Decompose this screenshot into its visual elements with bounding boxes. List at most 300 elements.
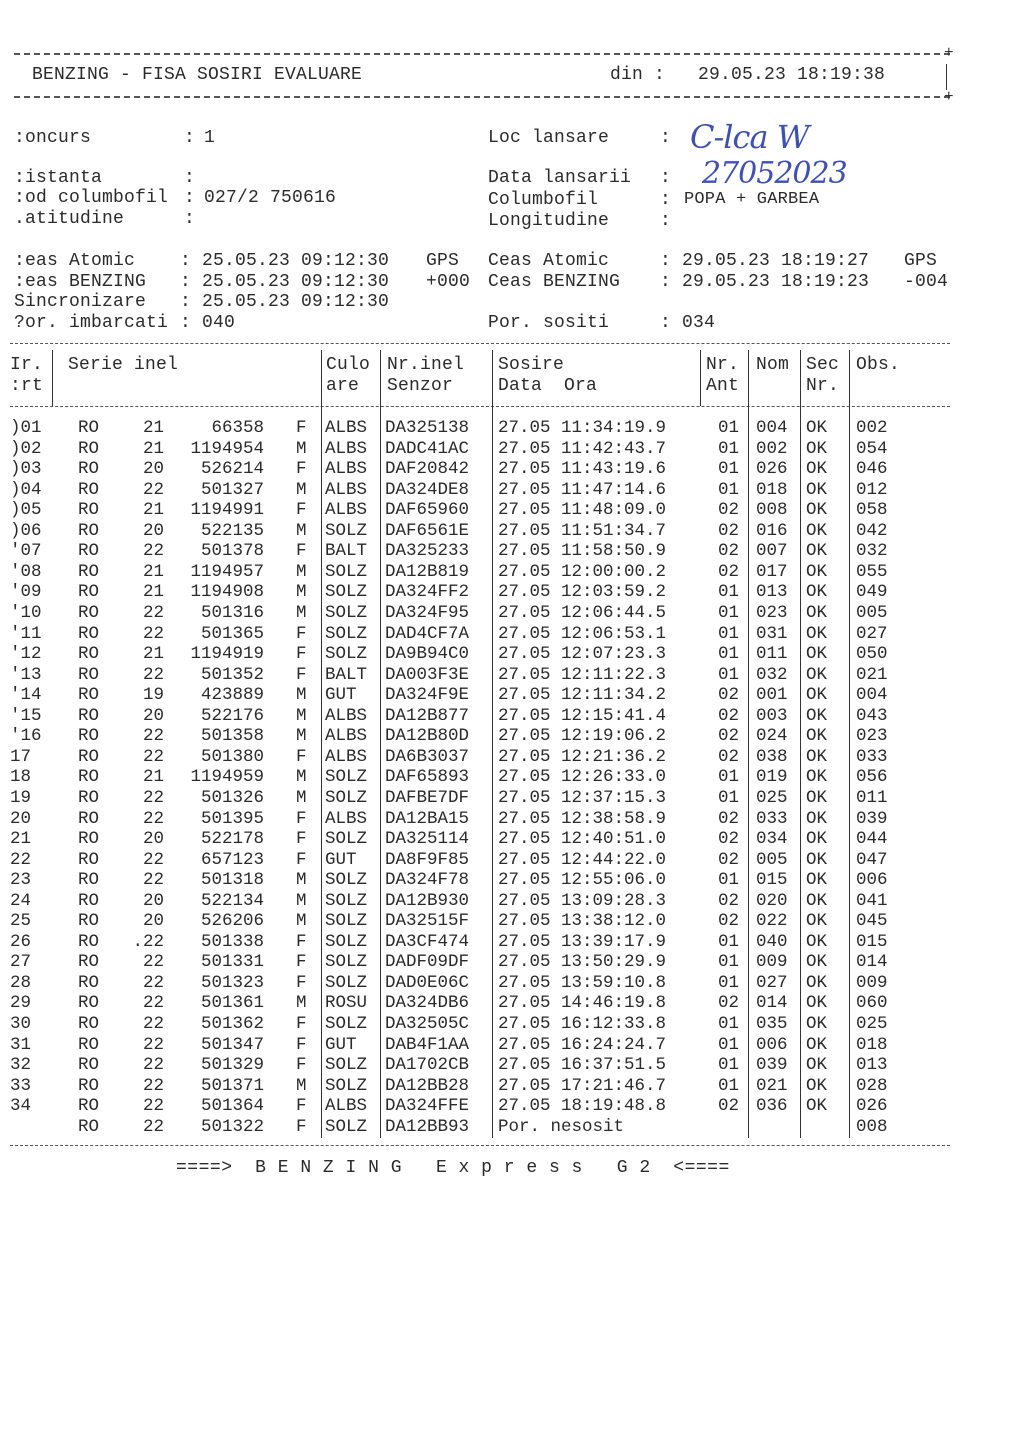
cell-ant: 01 <box>718 952 740 973</box>
cell-arrival: 27.05 12:37:15.3 <box>498 787 667 808</box>
cell-nr: )05 <box>10 500 42 521</box>
cell-sensor: DA324FFE <box>385 1096 470 1117</box>
cell-sex: F <box>296 808 307 829</box>
cell-sensor: DA324FF2 <box>385 582 470 603</box>
cell-sec: OK <box>806 541 828 562</box>
cell-country: RO <box>78 520 100 541</box>
cell-ant: 01 <box>718 972 740 993</box>
info-value: 027/2 750616 <box>204 188 337 208</box>
cell-nom: 007 <box>756 541 788 562</box>
cell-nr: '14 <box>10 685 42 706</box>
table-header-rule <box>10 406 950 407</box>
cell-obs: 008 <box>856 1116 888 1137</box>
cell-country: RO <box>78 1096 100 1117</box>
cell-ring: 1194919 <box>190 644 264 664</box>
table-row <box>0 1035 960 1056</box>
cell-arrival: 27.05 12:40:51.0 <box>498 829 667 849</box>
cell-sensor: DA12B877 <box>385 705 470 726</box>
cell-color: SOLZ <box>325 1116 368 1137</box>
cell-arrival: 27.05 12:55:06.0 <box>498 870 667 891</box>
cell-nom: 008 <box>756 500 788 521</box>
cell-year: 22 <box>142 1055 164 1076</box>
cell-nr: 29 <box>10 993 32 1014</box>
cell-sensor: DA325138 <box>385 418 470 438</box>
clock-suffix: GPS <box>904 251 938 271</box>
cell-nr: 26 <box>10 931 32 952</box>
cell-nr: '11 <box>10 623 42 644</box>
cell-obs: 004 <box>856 685 888 706</box>
cell-ant: 02 <box>718 993 740 1014</box>
cell-sec: OK <box>806 520 828 541</box>
col-divider <box>700 350 701 406</box>
table-row <box>0 993 960 1014</box>
cell-ring: 501378 <box>200 541 264 562</box>
cell-nr: 27 <box>10 952 32 973</box>
table-row <box>0 439 960 460</box>
cell-color: ALBS <box>325 500 368 521</box>
cell-ant: 01 <box>718 767 740 788</box>
cell-country: RO <box>78 993 100 1014</box>
cell-year: 20 <box>142 520 164 541</box>
cell-arrival: 27.05 16:24:24.7 <box>498 1034 667 1055</box>
cell-sec: OK <box>806 418 828 438</box>
cell-obs: 028 <box>856 1075 888 1096</box>
header-nrinel-2: Senzor <box>387 376 454 396</box>
handwritten-location: C-lca W <box>690 118 809 156</box>
cell-year: 22 <box>142 746 164 767</box>
cell-sensor: DAB4F1AA <box>385 1034 470 1055</box>
info-sep: : <box>660 168 672 188</box>
cell-sensor: DA32515F <box>385 911 470 932</box>
cell-nom: 031 <box>756 623 788 644</box>
info-label: :oncurs <box>14 128 92 148</box>
cell-nr: 28 <box>10 972 32 993</box>
cell-sex: F <box>296 644 307 664</box>
cell-nr: 22 <box>10 849 32 870</box>
table-row <box>0 603 960 624</box>
cell-arrival: 27.05 18:19:48.8 <box>498 1096 667 1117</box>
cell-year: 20 <box>142 829 164 849</box>
cell-color: ALBS <box>325 418 368 438</box>
cell-year: 21 <box>142 438 164 459</box>
info-label: :istanta <box>14 168 103 188</box>
table-row <box>0 911 960 932</box>
info-sep: : <box>184 209 196 229</box>
cell-sex: F <box>296 829 307 849</box>
cell-arrival: 27.05 12:07:23.3 <box>498 644 667 664</box>
report-date-label: din : <box>610 65 666 85</box>
cell-sex: F <box>296 418 307 438</box>
cell-year: 22 <box>142 1034 164 1055</box>
cell-obs: 043 <box>856 705 888 726</box>
cell-obs: 002 <box>856 418 888 438</box>
clock-label: ?or. imbarcati <box>14 313 169 333</box>
cell-arrival: 27.05 12:21:36.2 <box>498 746 667 767</box>
cell-sec: OK <box>806 705 828 726</box>
cell-nom: 036 <box>756 1096 788 1117</box>
cell-obs: 026 <box>856 1096 888 1117</box>
cell-ant: 01 <box>718 479 740 500</box>
header-nrinel-1: Nr.inel <box>387 355 465 375</box>
cell-sec: OK <box>806 952 828 973</box>
table-row <box>0 562 960 583</box>
table-row <box>0 665 960 686</box>
cell-color: SOLZ <box>325 931 368 952</box>
cell-ring: 501318 <box>200 870 264 891</box>
table-row <box>0 480 960 501</box>
cell-color: GUT <box>325 849 357 870</box>
cell-color: SOLZ <box>325 561 368 582</box>
cell-sec: OK <box>806 808 828 829</box>
cell-nom: 033 <box>756 808 788 829</box>
clock-label: Por. sositi <box>488 313 610 333</box>
cell-ant: 01 <box>718 1034 740 1055</box>
cell-year: 21 <box>142 561 164 582</box>
info-value: POPA + GARBEA <box>684 190 820 209</box>
cell-sec: OK <box>806 726 828 747</box>
cell-nom: 017 <box>756 561 788 582</box>
cell-ring: 501326 <box>200 787 264 808</box>
cell-sensor: DA324F95 <box>385 603 470 623</box>
cell-sec: OK <box>806 746 828 767</box>
cell-arrival: 27.05 12:03:59.2 <box>498 582 667 603</box>
cell-sex: F <box>296 500 307 521</box>
cell-sex: M <box>296 1075 307 1096</box>
cell-color: SOLZ <box>325 1075 368 1096</box>
table-row <box>0 952 960 973</box>
cell-ant: 01 <box>718 623 740 644</box>
cell-sec: OK <box>806 664 828 685</box>
table-row <box>0 788 960 809</box>
info-label: Longitudine <box>488 211 610 231</box>
cell-sex: M <box>296 582 307 603</box>
cell-ant: 02 <box>718 500 740 521</box>
cell-ant: 01 <box>718 582 740 603</box>
cell-nom: 018 <box>756 479 788 500</box>
cell-ring: 522134 <box>200 890 264 911</box>
cell-ring: 501361 <box>200 993 264 1014</box>
cell-ant: 01 <box>718 787 740 808</box>
cell-sec: OK <box>806 438 828 459</box>
cell-ant: 01 <box>718 664 740 685</box>
cell-sec: OK <box>806 561 828 582</box>
cell-sex: F <box>296 664 307 685</box>
cell-ring: 66358 <box>211 418 264 438</box>
cell-sex: M <box>296 726 307 747</box>
cell-nom: 039 <box>756 1055 788 1076</box>
cell-country: RO <box>78 582 100 603</box>
cell-color: ALBS <box>325 746 368 767</box>
cell-ring: 501316 <box>200 603 264 623</box>
cell-sec: OK <box>806 767 828 788</box>
footer-banner: ====> B E N Z I N G E x p r e s s G 2 <==== <box>176 1158 730 1178</box>
cell-sensor: DA6B3037 <box>385 746 470 767</box>
report-title: BENZING - FISA SOSIRI EVALUARE <box>32 65 363 85</box>
cell-nr: 33 <box>10 1075 32 1096</box>
table-row <box>0 809 960 830</box>
cell-sex: F <box>296 746 307 767</box>
report-date-value: 29.05.23 18:19:38 <box>698 65 886 85</box>
cell-year: 22 <box>142 993 164 1014</box>
cell-year: 22 <box>142 541 164 562</box>
cell-year: 22 <box>142 849 164 870</box>
cell-ant: 01 <box>718 418 740 438</box>
cell-country: RO <box>78 644 100 664</box>
cell-nr: 30 <box>10 1014 32 1034</box>
cell-ring: 526206 <box>200 911 264 932</box>
cell-ant: 02 <box>718 726 740 747</box>
clock-value: : 29.05.23 18:19:27 <box>660 251 870 271</box>
info-sep: : <box>660 211 672 231</box>
cell-color: SOLZ <box>325 829 368 849</box>
cell-sec: OK <box>806 582 828 603</box>
cell-year: 22 <box>142 623 164 644</box>
cell-year: 22 <box>142 808 164 829</box>
cell-country: RO <box>78 952 100 973</box>
cell-obs: 055 <box>856 561 888 582</box>
cell-nr: 31 <box>10 1034 32 1055</box>
cell-sex: M <box>296 767 307 788</box>
cell-country: RO <box>78 459 100 480</box>
clock-label: :eas Atomic <box>14 251 136 271</box>
rule-corner: + <box>944 44 954 62</box>
cell-nom: 023 <box>756 603 788 623</box>
cell-nom: 024 <box>756 726 788 747</box>
cell-obs: 025 <box>856 1014 888 1034</box>
cell-arrival: 27.05 11:42:43.7 <box>498 438 667 459</box>
cell-nom: 032 <box>756 664 788 685</box>
cell-ring: 1194954 <box>190 438 264 459</box>
cell-sensor: DA003F3E <box>385 664 470 685</box>
cell-sensor: DA32505C <box>385 1014 470 1034</box>
cell-ring: 501352 <box>200 664 264 685</box>
header-obs: Obs. <box>856 355 901 375</box>
cell-sensor: DAF65893 <box>385 767 470 788</box>
header-serie: Serie inel <box>68 355 179 375</box>
handwritten-date: 27052023 <box>702 156 847 191</box>
cell-country: RO <box>78 931 100 952</box>
cell-color: ALBS <box>325 438 368 459</box>
cell-nom: 034 <box>756 829 788 849</box>
cell-sex: M <box>296 870 307 891</box>
table-row <box>0 541 960 562</box>
cell-sex: M <box>296 705 307 726</box>
cell-sex: M <box>296 603 307 623</box>
cell-color: SOLZ <box>325 1055 368 1076</box>
cell-sex: F <box>296 623 307 644</box>
cell-sensor: DAFBE7DF <box>385 787 470 808</box>
cell-color: ALBS <box>325 479 368 500</box>
cell-nr: '16 <box>10 726 42 747</box>
cell-obs: 015 <box>856 931 888 952</box>
cell-year: 21 <box>142 418 164 438</box>
cell-year: 20 <box>142 705 164 726</box>
table-row <box>0 1014 960 1035</box>
cell-country: RO <box>78 746 100 767</box>
cell-sex: F <box>296 1014 307 1034</box>
clock-label: Ceas BENZING <box>488 272 621 292</box>
clock-label: Ceas Atomic <box>488 251 610 271</box>
cell-ant: 01 <box>718 870 740 891</box>
cell-country: RO <box>78 418 100 438</box>
cell-color: SOLZ <box>325 1014 368 1034</box>
cell-country: RO <box>78 808 100 829</box>
info-sep: : <box>184 168 196 188</box>
cell-arrival: 27.05 16:12:33.8 <box>498 1014 667 1034</box>
cell-color: SOLZ <box>325 972 368 993</box>
header-right-bar <box>946 64 947 90</box>
cell-nr: '13 <box>10 664 42 685</box>
cell-sex: F <box>296 972 307 993</box>
cell-nr: 24 <box>10 890 32 911</box>
cell-ant: 02 <box>718 890 740 911</box>
cell-sensor: DA325114 <box>385 829 470 849</box>
cell-sec: OK <box>806 500 828 521</box>
info-sep: : <box>660 128 672 148</box>
cell-obs: 023 <box>856 726 888 747</box>
cell-year: 22 <box>142 972 164 993</box>
cell-nom: 002 <box>756 438 788 459</box>
cell-nr: '10 <box>10 603 42 623</box>
table-row <box>0 1076 960 1097</box>
col-divider <box>52 350 53 406</box>
cell-country: RO <box>78 664 100 685</box>
cell-ant: 02 <box>718 705 740 726</box>
cell-sex: M <box>296 479 307 500</box>
table-row <box>0 500 960 521</box>
cell-ring: 526214 <box>200 459 264 480</box>
cell-sex: M <box>296 561 307 582</box>
cell-nr: )04 <box>10 479 42 500</box>
header-bottom-rule <box>14 96 950 98</box>
header-sosire-2: Data Ora <box>498 376 598 396</box>
cell-ring: 501358 <box>200 726 264 747</box>
info-value: 1 <box>204 128 216 148</box>
cell-ant: 02 <box>718 746 740 767</box>
rule-corner: + <box>944 88 954 106</box>
cell-country: RO <box>78 911 100 932</box>
cell-color: ALBS <box>325 1096 368 1117</box>
cell-sensor: DA9B94C0 <box>385 644 470 664</box>
cell-sex: M <box>296 890 307 911</box>
cell-country: RO <box>78 767 100 788</box>
header-nom: Nom <box>756 355 790 375</box>
cell-nr: '08 <box>10 561 42 582</box>
clock-label: Sincronizare <box>14 292 147 312</box>
cell-year: 22 <box>142 1075 164 1096</box>
cell-country: RO <box>78 787 100 808</box>
cell-obs: 014 <box>856 952 888 973</box>
header-sec-1: Sec <box>806 355 840 375</box>
header-nr-1: Ir. <box>10 355 44 375</box>
cell-sensor: DA325233 <box>385 541 470 562</box>
header-ant-1: Nr. <box>706 355 740 375</box>
cell-arrival: 27.05 11:43:19.6 <box>498 459 667 480</box>
cell-nr: 17 <box>10 746 32 767</box>
cell-ring: 501362 <box>200 1014 264 1034</box>
table-row <box>0 1117 960 1138</box>
cell-year: 22 <box>142 1096 164 1117</box>
table-row <box>0 850 960 871</box>
cell-country: RO <box>78 623 100 644</box>
clock-value: : 034 <box>660 313 716 333</box>
cell-sec: OK <box>806 603 828 623</box>
cell-year: 21 <box>142 644 164 664</box>
cell-color: ALBS <box>325 808 368 829</box>
cell-sec: OK <box>806 972 828 993</box>
cell-obs: 041 <box>856 890 888 911</box>
cell-arrival: 27.05 12:00:00.2 <box>498 561 667 582</box>
cell-ant: 01 <box>718 603 740 623</box>
cell-ant: 02 <box>718 911 740 932</box>
cell-arrival: 27.05 11:58:50.9 <box>498 541 667 562</box>
clock-value: : 25.05.23 09:12:30 <box>180 272 390 292</box>
table-row <box>0 1096 960 1117</box>
cell-country: RO <box>78 870 100 891</box>
table-top-rule <box>10 343 950 344</box>
cell-sex: M <box>296 438 307 459</box>
cell-nom: 003 <box>756 705 788 726</box>
cell-arrival: 27.05 12:26:33.0 <box>498 767 667 788</box>
cell-year: 21 <box>142 767 164 788</box>
cell-sensor: DA12B930 <box>385 890 470 911</box>
table-row <box>0 582 960 603</box>
cell-nr: 32 <box>10 1055 32 1076</box>
info-label: Data lansarii <box>488 168 632 188</box>
cell-nom: 035 <box>756 1014 788 1034</box>
cell-country: RO <box>78 500 100 521</box>
cell-nom: 026 <box>756 459 788 480</box>
cell-arrival: 27.05 11:34:19.9 <box>498 418 667 438</box>
cell-ant: 02 <box>718 561 740 582</box>
cell-ring: 501364 <box>200 1096 264 1117</box>
cell-obs: 050 <box>856 644 888 664</box>
cell-ring: 1194957 <box>190 561 264 582</box>
info-label: .atitudine <box>14 209 125 229</box>
cell-ring: 522178 <box>200 829 264 849</box>
cell-arrival: 27.05 13:39:17.9 <box>498 931 667 952</box>
cell-sec: OK <box>806 931 828 952</box>
cell-color: ROSU <box>325 993 368 1014</box>
cell-sensor: DA3CF474 <box>385 931 470 952</box>
cell-nom: 006 <box>756 1034 788 1055</box>
cell-nr: 19 <box>10 787 32 808</box>
table-row <box>0 624 960 645</box>
cell-obs: 018 <box>856 1034 888 1055</box>
cell-year: 20 <box>142 890 164 911</box>
cell-nom: 040 <box>756 931 788 952</box>
cell-ant: 02 <box>718 1096 740 1117</box>
cell-year: 22 <box>142 787 164 808</box>
cell-color: SOLZ <box>325 952 368 973</box>
cell-arrival: 27.05 13:38:12.0 <box>498 911 667 932</box>
cell-color: SOLZ <box>325 582 368 603</box>
cell-country: RO <box>78 890 100 911</box>
cell-arrival: 27.05 12:19:06.2 <box>498 726 667 747</box>
info-sep: : <box>660 190 672 210</box>
cell-nom: 013 <box>756 582 788 603</box>
cell-nom: 019 <box>756 767 788 788</box>
cell-color: BALT <box>325 541 368 562</box>
cell-sensor: DA1702CB <box>385 1055 470 1076</box>
top-rule <box>14 53 950 55</box>
cell-country: RO <box>78 561 100 582</box>
cell-arrival: 27.05 17:21:46.7 <box>498 1075 667 1096</box>
cell-sex: F <box>296 952 307 973</box>
cell-ring: 1194908 <box>190 582 264 603</box>
cell-nr: 23 <box>10 870 32 891</box>
cell-obs: 012 <box>856 479 888 500</box>
